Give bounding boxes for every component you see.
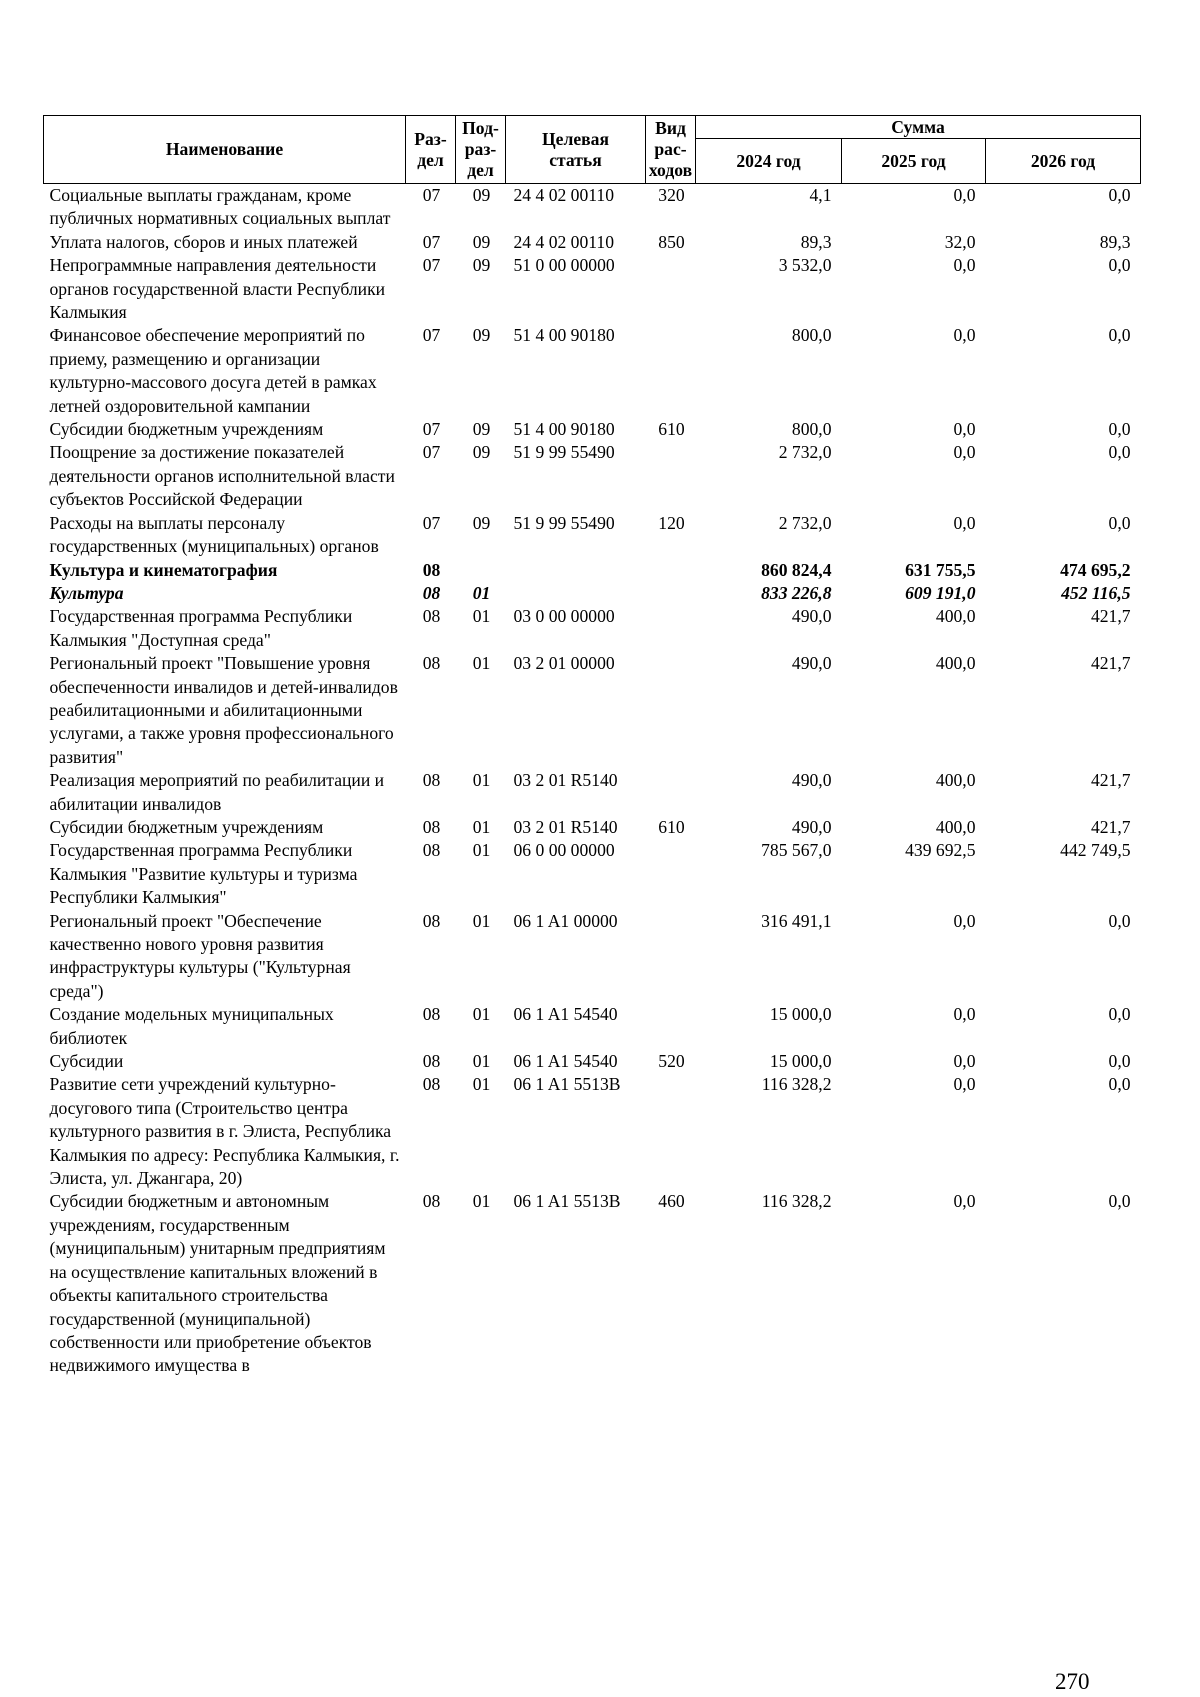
row-amount-2024: 15 000,0 [769,1051,832,1072]
table-row [44,418,1141,441]
row-vid: 850 [658,231,685,252]
header-name: Наименование [44,116,406,184]
table-row [44,512,1141,559]
row-vid [646,605,696,652]
row-name: Субсидии [49,1051,124,1072]
row-amount-2024: 490,0 [791,653,832,674]
table-row [44,441,1141,511]
row-target: 24 4 02 00110 [513,185,615,205]
header-year-2026: 2026 год [986,139,1141,184]
row-name: Поощрение за достижение показателей деятельности органов исполнительной власти субъектов Российской Федерации [49,442,395,510]
row-podrazdel [456,559,506,582]
table-row [44,254,1141,324]
table-row [44,1073,1141,1190]
table-row [44,1190,1141,1377]
row-name: Финансовое обеспечение мероприятий по приему, размещению и организации культурно-массового досуга детей в рамках летней оздоровительной кампании [49,325,377,416]
budget-table [43,115,1141,1378]
row-podrazdel: 01 [472,653,491,674]
row-razdel: 08 [422,770,441,791]
row-amount-2025: 0,0 [953,419,976,440]
row-amount-2025: 0,0 [953,1074,976,1095]
row-name: Субсидии бюджетным и автономным учреждениям, государственным (муниципальным) унитарным предприятиям на осуществление капитальных вложений в объекты капитального строительства государственной (муниципальной) собственности или приобретение объектов недвижимого имущества в [49,1191,386,1376]
row-podrazdel: 09 [472,325,491,346]
row-razdel: 08 [422,910,441,931]
table-row [44,1050,1141,1073]
header-podrazdel: Под- раз- дел [456,116,506,184]
row-amount-2026: 452 116,5 [1061,582,1131,603]
row-amount-2026: 0,0 [1108,325,1131,346]
table-row [44,184,1141,231]
row-amount-2026: 0,0 [1108,1191,1131,1212]
row-vid [646,1073,696,1190]
row-razdel: 08 [422,606,441,627]
row-amount-2024: 490,0 [791,770,832,791]
row-amount-2024: 3 532,0 [778,255,832,276]
row-amount-2025: 0,0 [953,1051,976,1072]
row-podrazdel: 09 [472,255,491,276]
table-row [44,910,1141,1004]
row-podrazdel: 01 [472,1191,491,1212]
row-razdel: 08 [422,816,441,837]
row-amount-2025: 0,0 [953,255,976,276]
row-podrazdel: 01 [472,1051,491,1072]
row-amount-2025: 400,0 [935,606,976,627]
row-razdel: 07 [422,185,441,205]
row-podrazdel: 09 [472,442,491,463]
row-name: Субсидии бюджетным учреждениям [49,419,324,440]
row-vid [646,582,696,605]
table-row [44,605,1141,652]
row-target: 51 4 00 90180 [513,419,615,440]
row-vid [646,769,696,816]
row-vid: 120 [658,512,685,533]
row-name: Региональный проект "Обеспечение качественно нового уровня развития инфраструктуры культуры ("Культурная среда") [49,910,351,1001]
row-name: Государственная программа Республики Калмыкия "Доступная среда" [49,606,353,650]
row-amount-2025: 0,0 [953,910,976,931]
row-name: Социальные выплаты гражданам, кроме публичных нормативных социальных выплат [49,185,391,229]
row-name: Расходы на выплаты персоналу государственных (муниципальных) органов [49,512,379,557]
row-podrazdel: 09 [472,185,491,205]
row-razdel: 07 [422,442,441,463]
header-year-2025: 2025 год [842,139,986,184]
row-amount-2026: 421,7 [1090,816,1131,837]
table-row [44,769,1141,816]
row-podrazdel: 09 [472,231,491,252]
row-razdel: 07 [422,512,441,533]
row-target: 51 9 99 55490 [513,442,615,463]
row-amount-2024: 2 732,0 [778,512,832,533]
row-amount-2024: 116 328,2 [761,1074,832,1095]
row-razdel: 08 [422,582,441,603]
row-vid [646,441,696,511]
row-vid: 320 [658,185,685,205]
row-podrazdel: 01 [472,840,491,861]
row-razdel: 07 [422,231,441,252]
table-row [44,839,1141,909]
row-podrazdel: 01 [472,816,491,837]
row-amount-2025: 0,0 [953,185,976,205]
row-amount-2025: 32,0 [944,231,976,252]
row-amount-2024: 4,1 [809,185,832,205]
row-amount-2024: 800,0 [791,325,832,346]
row-amount-2024: 833 226,8 [761,582,832,603]
row-name: Культура [49,582,124,603]
row-target: 51 0 00 00000 [513,255,615,276]
row-amount-2025: 439 692,5 [905,840,976,861]
table-header [44,116,1141,184]
header-summa: Сумма [696,116,1141,139]
row-amount-2026: 442 749,5 [1060,840,1131,861]
row-amount-2025: 0,0 [953,325,976,346]
row-razdel: 07 [422,255,441,276]
row-razdel: 08 [422,653,441,674]
row-podrazdel: 01 [472,910,491,931]
table-row [44,231,1141,254]
row-vid [646,324,696,418]
row-amount-2024: 800,0 [791,419,832,440]
row-amount-2025: 400,0 [935,816,976,837]
row-podrazdel: 01 [472,1074,491,1095]
row-amount-2025: 0,0 [953,442,976,463]
row-vid [646,652,696,769]
table-row [44,324,1141,418]
row-amount-2024: 860 824,4 [761,559,832,580]
row-amount-2024: 490,0 [791,606,832,627]
row-vid: 520 [658,1051,685,1072]
row-name: Реализация мероприятий по реабилитации и абилитации инвалидов [49,770,385,814]
row-razdel: 08 [422,840,441,861]
row-name: Уплата налогов, сборов и иных платежей [49,231,358,252]
row-amount-2026: 474 695,2 [1060,559,1131,580]
row-vid [646,839,696,909]
row-amount-2026: 421,7 [1090,653,1131,674]
row-amount-2026: 0,0 [1108,185,1131,205]
row-target: 51 9 99 55490 [513,512,615,533]
row-vid [646,1003,696,1050]
table-row [44,652,1141,769]
row-amount-2024: 2 732,0 [778,442,832,463]
row-razdel: 08 [422,1051,441,1072]
header-razdel: Раз- дел [406,116,456,184]
row-name: Субсидии бюджетным учреждениям [49,816,324,837]
row-amount-2026: 0,0 [1108,255,1131,276]
row-name: Развитие сети учреждений культурно-досугового типа (Строительство центра культурного развития в г. Элиста, Республика Калмыкия по адресу: Республика Калмыкия, г. Элиста, ул. Джангара, 20) [49,1074,400,1189]
row-amount-2024: 116 328,2 [761,1191,832,1212]
table-row [44,1003,1141,1050]
row-razdel: 08 [422,559,441,580]
row-razdel: 08 [422,1074,441,1095]
row-vid [646,254,696,324]
row-target: 06 1 A1 5513B [513,1191,621,1212]
row-target: 06 1 A1 00000 [513,910,618,931]
row-name: Культура и кинематография [49,559,278,580]
table-row [44,582,1141,605]
row-razdel: 07 [422,325,441,346]
row-amount-2026: 0,0 [1108,910,1131,931]
row-amount-2024: 490,0 [791,816,832,837]
header-year-2024: 2024 год [696,139,842,184]
row-amount-2026: 0,0 [1108,512,1131,533]
table-body [44,184,1141,1378]
table-row [44,559,1141,582]
header-vid: Вид рас- ходов [646,116,696,184]
row-vid [646,910,696,1004]
row-amount-2025: 631 755,5 [905,559,976,580]
row-name: Создание модельных муниципальных библиотек [49,1004,334,1048]
row-amount-2025: 0,0 [953,1004,976,1025]
row-amount-2025: 400,0 [935,770,976,791]
row-vid [646,559,696,582]
row-target: 51 4 00 90180 [513,325,615,346]
row-razdel: 07 [422,419,441,440]
row-vid: 610 [658,419,685,440]
row-amount-2024: 785 567,0 [761,840,832,861]
row-amount-2026: 0,0 [1108,1051,1131,1072]
row-target: 03 2 01 00000 [513,653,615,674]
row-target: 24 4 02 00110 [513,231,615,252]
row-target: 06 1 A1 54540 [513,1051,618,1072]
row-amount-2026: 0,0 [1108,442,1131,463]
row-amount-2025: 400,0 [935,653,976,674]
row-target: 03 2 01 R5140 [513,816,618,837]
row-name: Непрограммные направления деятельности органов государственной власти Республики Калмыкия [49,255,386,323]
row-vid: 460 [658,1191,685,1212]
row-amount-2024: 15 000,0 [769,1004,832,1025]
row-target [506,559,646,582]
row-target: 03 0 00 00000 [513,606,615,627]
row-razdel: 08 [422,1191,441,1212]
table-row [44,816,1141,839]
row-target [506,582,646,605]
row-target: 03 2 01 R5140 [513,770,618,791]
row-podrazdel: 01 [472,606,491,627]
row-target: 06 0 00 00000 [513,840,615,861]
header-target: Целевая статья [506,116,646,184]
row-amount-2024: 89,3 [800,231,832,252]
row-amount-2026: 0,0 [1108,1004,1131,1025]
row-amount-2026: 0,0 [1108,419,1131,440]
row-podrazdel: 09 [472,419,491,440]
row-razdel: 08 [422,1004,441,1025]
row-amount-2025: 609 191,0 [905,582,976,603]
row-podrazdel: 01 [472,770,491,791]
row-podrazdel: 01 [472,582,491,603]
row-name: Государственная программа Республики Калмыкия "Развитие культуры и туризма Республики Калмыкия" [49,840,358,908]
page-number: 270 [1055,1669,1090,1694]
row-podrazdel: 01 [472,1004,491,1025]
row-amount-2025: 0,0 [953,1191,976,1212]
row-podrazdel: 09 [472,512,491,533]
row-amount-2026: 89,3 [1099,231,1131,252]
row-amount-2026: 421,7 [1090,606,1131,627]
row-target: 06 1 A1 5513B [513,1074,621,1095]
row-amount-2024: 316 491,1 [761,910,832,931]
row-amount-2026: 421,7 [1090,770,1131,791]
row-vid: 610 [658,816,685,837]
row-target: 06 1 A1 54540 [513,1004,618,1025]
row-name: Региональный проект "Повышение уровня обеспеченности инвалидов и детей-инвалидов реабилитационными и абилитационными услугами, а также уровня профессионального развития" [49,653,398,767]
row-amount-2025: 0,0 [953,512,976,533]
row-amount-2026: 0,0 [1108,1074,1131,1095]
